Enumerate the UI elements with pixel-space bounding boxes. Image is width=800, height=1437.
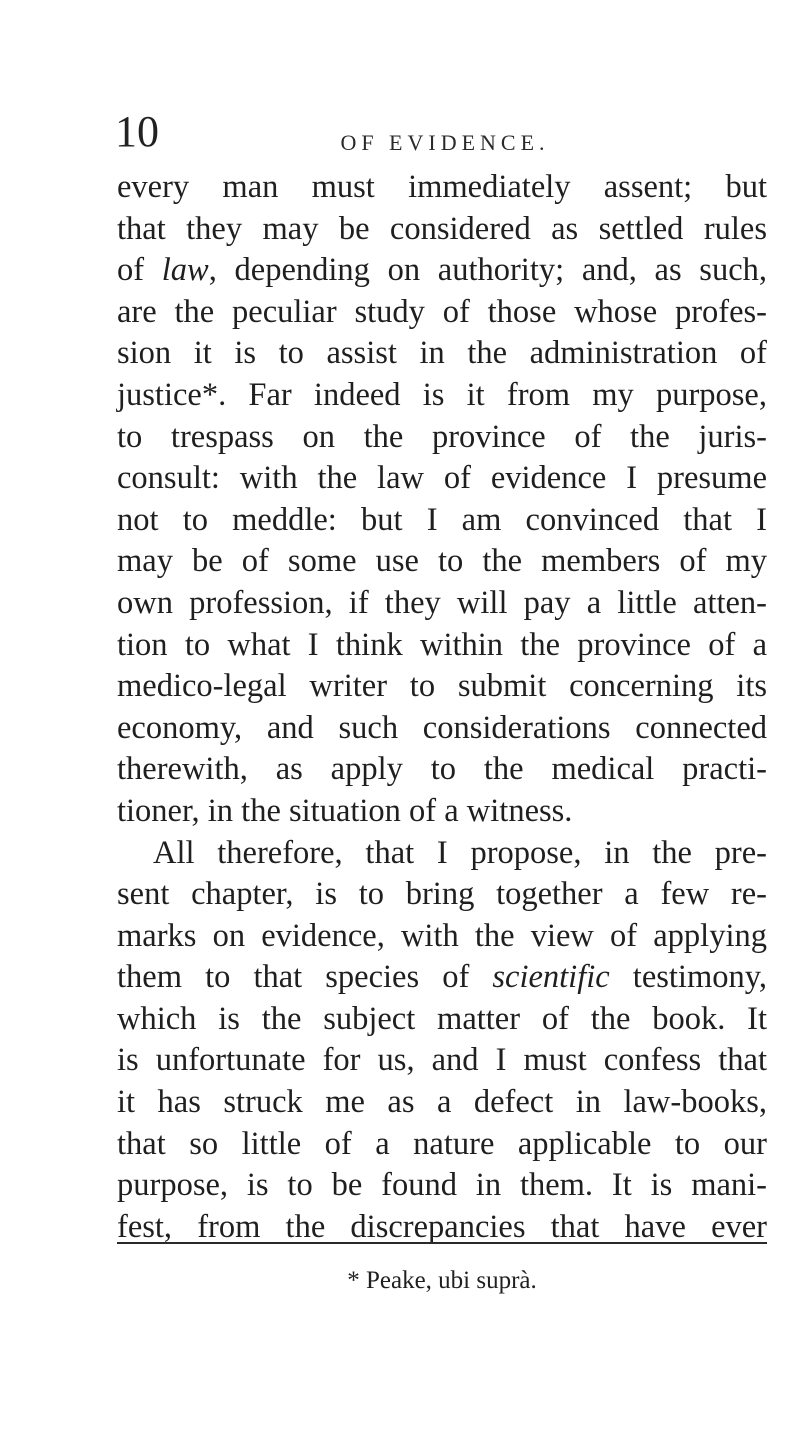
- text-line: tion to what I think within the province of a: [117, 626, 767, 663]
- text-line: to trespass on the province of the juris-: [117, 418, 767, 455]
- text-line: every man must immediately assent; but: [117, 169, 767, 205]
- footnote-divider: [117, 1242, 767, 1244]
- text-line: marks on evidence, with the view of applying: [117, 917, 767, 954]
- text-line: sion it is to assist in the administration of: [117, 335, 767, 372]
- text-line: that they may be considered as settled rules: [117, 210, 767, 247]
- text-line: not to meddle: but I am convinced that I: [117, 501, 767, 538]
- text-line: purpose, is to be found in them. It is mani-: [117, 1167, 767, 1204]
- text-line: All therefore, that I propose, in the pre-: [153, 834, 767, 871]
- text-line: medico-legal writer to submit concerning its: [117, 668, 767, 705]
- text-line: fest, from the discrepancies that have ever: [117, 1208, 767, 1245]
- text-line: own profession, if they will pay a little atten-: [117, 584, 767, 621]
- text-line: are the peculiar study of those whose profes-: [117, 293, 767, 330]
- body-text: [117, 167, 767, 1248]
- text-line: sent chapter, is to bring together a few re-: [117, 876, 767, 913]
- text-line: justice*. Far indeed is it from my purpose,: [117, 376, 767, 413]
- text-line: it has struck me as a defect in law-books,: [117, 1084, 767, 1121]
- page-header: [115, 107, 775, 160]
- text-line: economy, and such considerations connected: [117, 709, 767, 746]
- text-line: consult: with the law of evidence I presume: [117, 460, 767, 497]
- running-head: OF EVIDENCE.: [340, 130, 550, 155]
- text-line: of law, depending on authority; and, as such,: [117, 252, 767, 289]
- text-line: them to that species of scientific testimony,: [117, 959, 767, 996]
- page-number: 10: [115, 107, 159, 156]
- text-line: therewith, as apply to the medical practi-: [117, 751, 767, 788]
- text-line: which is the subject matter of the book. It: [117, 1000, 767, 1037]
- footnote: * Peake, ubi suprà.: [347, 1267, 537, 1294]
- text-line: tioner, in the situation of a witness.: [117, 792, 573, 829]
- text-line: may be of some use to the members of my: [117, 543, 767, 580]
- text-line: is unfortunate for us, and I must confess that: [117, 1042, 767, 1079]
- text-line: that so little of a nature applicable to our: [117, 1125, 767, 1162]
